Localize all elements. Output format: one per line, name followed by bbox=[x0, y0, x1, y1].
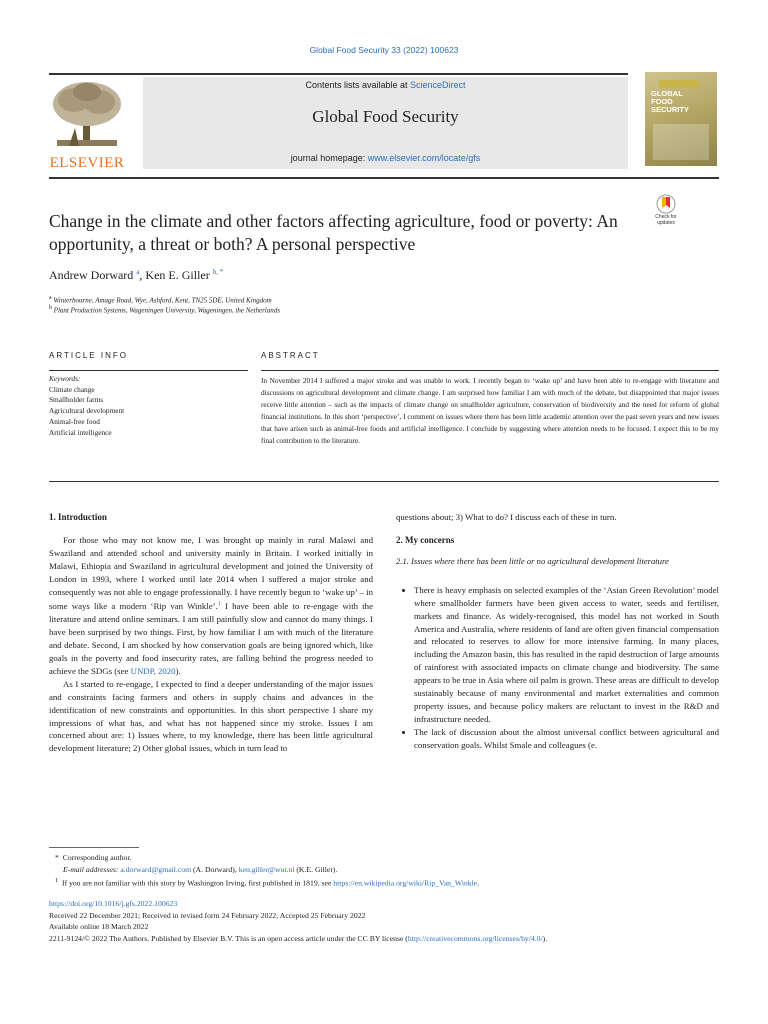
sciencedirect-link[interactable]: ScienceDirect bbox=[410, 80, 466, 90]
affiliation-label: b bbox=[49, 305, 52, 311]
footnote-rule bbox=[49, 847, 139, 848]
license-text: ). bbox=[542, 933, 548, 943]
section-rule bbox=[49, 370, 248, 371]
footnotes bbox=[49, 852, 719, 889]
keyword[interactable]: Artificial intelligence bbox=[49, 427, 112, 437]
header-divider-bottom bbox=[49, 177, 719, 179]
article-title: Change in the climate and other factors affecting agriculture, food or poverty: An opportunity, a threat or both? A personal perspective bbox=[49, 211, 618, 254]
email-label: E-mail addresses: bbox=[63, 864, 119, 874]
email-owner: (A. Dorward), bbox=[191, 864, 239, 874]
left-column bbox=[49, 511, 373, 755]
author-list bbox=[49, 268, 223, 283]
cover-line: FOOD bbox=[651, 97, 673, 106]
header-divider bbox=[49, 73, 628, 75]
section-heading-concerns: 2. My concerns bbox=[396, 534, 455, 545]
list-item: • There is heavy emphasis on selected examples of the ‘Asian Green Revolution’ model where smallholder farmers have been given access to water, seeds and fertiliser, markets and finance. As widely-recognised, this model has not worked in South America and Australia, where residents of land are often given financial compensation and relocated to reserves to allow for more intensive farming. In many places, including the Amazon basin, this has resulted in the rapid destruction of large amounts of rainforest with associated impacts on climate change and biodiversity. The same appears to be true in Asia where oil palm is grown. These areas are difficult to develop sustainably because of many environmental and market externalities and common property issues, and because policy makers are reluctant to invest in the R&D and infrastructure needed. bbox=[414, 584, 719, 726]
publication-info bbox=[49, 898, 729, 944]
license-link[interactable]: http://creativecommons.org/licenses/by/4.0/ bbox=[407, 933, 543, 943]
section-rule bbox=[261, 370, 719, 371]
list-item: • The lack of discussion about the almost universal conflict between agricultural and conservation goals. Whilst Smale and colleagues (e. bbox=[414, 726, 719, 752]
badge-text: updates bbox=[657, 220, 675, 226]
online-date: Available online 18 March 2022 bbox=[49, 922, 149, 931]
footnote-text: Corresponding author. bbox=[62, 853, 132, 862]
elsevier-tree-icon bbox=[49, 80, 125, 150]
license-text: 2211-9124/© 2022 The Authors. Published by Elsevier B.V. This is an open access article under the CC BY license ( bbox=[49, 933, 408, 943]
journal-reference[interactable]: Global Food Security 33 (2022) 100623 bbox=[309, 45, 459, 55]
affiliation bbox=[49, 295, 272, 304]
author-name[interactable]: Andrew Dorward bbox=[49, 268, 134, 282]
footnote-emails bbox=[49, 864, 719, 876]
article-info-heading: ARTICLE INFO bbox=[49, 351, 128, 360]
paragraph-text: I have been able to re-engage with the literature and attend online seminars. I am still painfully slow and cannot do many things. I have been surprised by two things. First, by how familiar I am with much of the literature and debate. Second, I am shocked by how conservation goals are being ignored which, like goals in the poverty and food insecurity rates, are falling behind the progress needed to achieve the SDGs (see bbox=[49, 601, 373, 676]
paragraph-continuation: questions about; 3) What to do? I discuss each of these in turn. bbox=[396, 512, 617, 522]
cover-line: GLOBAL bbox=[651, 89, 683, 98]
affiliation-marker[interactable]: a bbox=[136, 268, 140, 276]
cover-band bbox=[659, 80, 699, 88]
right-column bbox=[396, 511, 719, 752]
journal-title: Global Food Security bbox=[312, 107, 459, 126]
email-owner: (K.E. Giller). bbox=[294, 864, 338, 874]
homepage-prefix: journal homepage: bbox=[290, 153, 368, 163]
paragraph-text: ). bbox=[175, 665, 181, 676]
journal-cover-thumbnail[interactable] bbox=[645, 72, 717, 166]
footnote-text: If you are not familiar with this story by Washington Irving, first published in 1819, see bbox=[62, 878, 334, 888]
publisher-name: ELSEVIER bbox=[49, 155, 125, 171]
abstract-text: In November 2014 I suffered a major stroke and was unable to work. I recently began to ‘wake up’ and have been able to re-engage with literature and discussions on agricultural development and climate change. I am surprised how familiar I am with much of the debate, but disappointed that major issues receive little attention – such as the impacts of climate change on smallholder agriculture, conservation of biodiversity and the need for reform of global financial institutions. In this short ‘perspective’, I comment on issues where there has been little academic attention over the past seven years and new issues that have arisen such as animal-free foods and artificial intelligence. I conclude by suggesting where attention needs to be focused. I expect this to be my final contribution to the literature. bbox=[261, 376, 719, 445]
homepage-link[interactable]: www.elsevier.com/locate/gfs bbox=[367, 153, 481, 163]
affiliation-text: Winterbourne, Amage Road, Wye, Ashford, Kent, TN25 5DE, United Kingdom bbox=[53, 296, 272, 305]
footnote-marker[interactable]: 1 bbox=[217, 601, 221, 608]
keywords-block bbox=[49, 374, 124, 438]
cover-title bbox=[651, 90, 689, 114]
section-heading-introduction: 1. Introduction bbox=[49, 512, 107, 522]
affiliation bbox=[49, 305, 280, 314]
contents-prefix: Contents lists available at bbox=[305, 80, 411, 90]
citation-link[interactable]: UNDP, 2020 bbox=[130, 665, 176, 676]
keyword[interactable]: Agricultural development bbox=[49, 406, 125, 416]
paragraph-text: For those who may not know me, I was brought up mainly in rural Malawi and Swaziland and attended school and university mainly in Britain. I worked initially in Malawi, Ethiopia and Swaziland in agricultural development and joined the University of London in 1993, where I worked until late 2014 when I suffered a major stroke and consequently was not able to engage professionally. I have recently begun to ‘wake up’ – in some ways like a modern ‘Rip van Winkle’. bbox=[49, 534, 373, 612]
email-link[interactable]: a.dorward@gmail.com bbox=[120, 864, 192, 874]
footnote-corresponding: * Corresponding author. bbox=[55, 853, 132, 862]
license-line bbox=[49, 933, 729, 945]
check-for-updates-badge[interactable] bbox=[645, 194, 687, 230]
footnote-1 bbox=[49, 875, 719, 889]
keywords-label: Keywords: bbox=[49, 374, 81, 383]
received-dates: Received 22 December 2021; Received in revised form 24 February 2022; Accepted 25 February 2022 bbox=[49, 910, 366, 920]
footnote-number: 1 bbox=[55, 877, 59, 884]
subsection-heading: 2.1. Issues where there has been little or no agricultural development literature bbox=[396, 555, 669, 566]
intro-paragraph bbox=[49, 534, 373, 678]
section-rule-bottom bbox=[49, 481, 719, 482]
concerns-list bbox=[396, 584, 719, 752]
cover-line: SECURITY bbox=[651, 105, 689, 114]
affiliation-text: Plant Production Systems, Wageningen University, Wageningen, the Netherlands bbox=[53, 306, 280, 315]
affiliation-label: a bbox=[49, 295, 52, 301]
keyword[interactable]: Climate change bbox=[49, 384, 95, 394]
check-updates-icon bbox=[655, 194, 677, 214]
footnote-text: . bbox=[477, 878, 480, 888]
journal-homepage bbox=[143, 153, 628, 163]
author-name[interactable]: Ken E. Giller bbox=[145, 268, 210, 282]
cover-image bbox=[653, 124, 709, 160]
keyword[interactable]: Smallholder farms bbox=[49, 395, 104, 405]
badge-text: Check for bbox=[655, 214, 677, 220]
intro-paragraph: As I started to re-engage, I expected to find a deeper understanding of the major issues and constraints facing farmers and others in supply chains and advances in the identification of new constraints and opportunities. In this short perspective I share my impressions of what has, and what has not happened since my stroke. Issues I am concerned about are: 1) Issues where, to my knowledge, there has been little agricultural development literature; 2) Other global issues, which in turn lead to bbox=[49, 678, 373, 754]
elsevier-logo[interactable] bbox=[49, 80, 125, 171]
keyword[interactable]: Animal-free food bbox=[49, 416, 100, 426]
email-link[interactable]: ken.giller@wur.nl bbox=[238, 864, 295, 874]
abstract-heading: ABSTRACT bbox=[261, 351, 320, 360]
wikipedia-link[interactable]: https://en.wikipedia.org/wiki/Rip_Van_Winkle bbox=[333, 878, 478, 888]
affiliation-marker[interactable]: b, * bbox=[212, 268, 224, 276]
contents-line bbox=[143, 80, 628, 90]
doi-link[interactable]: https://doi.org/10.1016/j.gfs.2022.100623 bbox=[49, 899, 178, 908]
author-separator: , bbox=[139, 268, 146, 282]
